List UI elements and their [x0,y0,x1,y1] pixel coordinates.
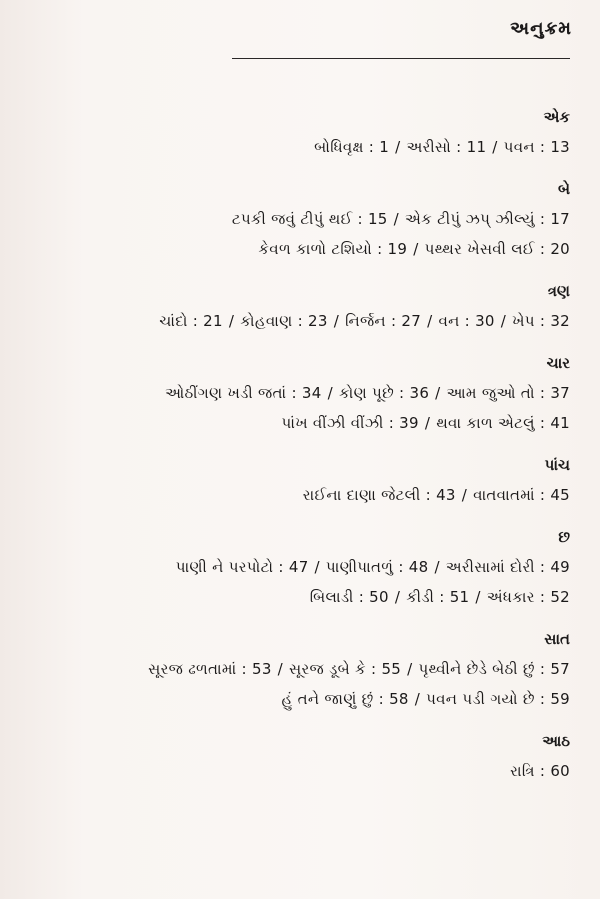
entry-colon: : [363,138,380,156]
entry-colon: : [451,138,467,156]
entry-title: કીડી [406,588,435,606]
toc-line [0,132,570,162]
entry-separator: / [394,588,401,606]
toc-line [0,378,570,408]
toc-entry[interactable] [258,240,407,258]
entry-page-number: 19 [387,240,408,258]
toc-entry[interactable] [406,138,486,156]
toc-section [0,626,570,714]
entry-separator: / [395,138,401,156]
toc-entry[interactable] [303,486,456,504]
entry-title: આમ જુઓ તો [446,384,535,402]
toc-entry[interactable] [282,690,409,708]
entry-page-number: 60 [550,762,570,780]
entry-colon: : [534,762,551,780]
entry-title: પથ્થર ખેસવી લઈ [424,240,535,258]
toc-entry[interactable] [314,138,389,156]
entry-colon: : [534,138,551,156]
entry-colon: : [385,312,402,330]
entry-page-number: 23 [308,312,328,330]
toc-line [0,654,570,684]
entry-separator: / [427,312,433,330]
section-heading: બે [557,180,570,198]
entry-page-number: 32 [550,312,570,330]
toc-entry[interactable] [426,690,570,708]
section-heading: છ [558,528,570,546]
entry-separator: / [228,312,235,330]
toc-entry[interactable] [473,486,570,504]
toc-section [0,176,570,264]
toc-line [0,552,570,582]
entry-separator: / [500,312,507,330]
entry-title: અરીસો [406,138,452,156]
entry-title: કોહવાણ [240,312,293,330]
entry-page-number: 51 [449,588,470,606]
entry-colon: : [534,690,551,708]
toc-entry[interactable] [405,210,570,228]
toc-entry[interactable] [446,558,570,576]
entry-separator: / [492,138,498,156]
section-heading: એક [543,108,570,126]
entry-colon: : [187,312,204,330]
entry-page-number: 55 [381,660,402,678]
entry-title: એક ટીપું ઝપ્ ઝીલ્યું [405,210,535,228]
toc-line [0,408,570,438]
entry-page-number: 48 [408,558,429,576]
toc-section [0,278,570,336]
toc-entry[interactable] [289,660,401,678]
entry-colon: : [372,240,388,258]
section-heading: પાંચ [544,456,570,474]
entry-title: પાણી ને પરપોટો [175,558,274,576]
entry-title: રાઈના દાણા જેટલી [302,486,421,504]
entry-separator: / [434,558,440,576]
toc-line [0,204,570,234]
entry-page-number: 27 [401,312,422,330]
entry-colon: : [534,588,551,606]
entry-title: નિર્જન [345,312,386,330]
entry-page-number: 13 [550,138,570,156]
entry-colon: : [534,558,551,576]
entry-title: હું તને જાણું છું [281,690,374,708]
entry-colon: : [534,660,551,678]
entry-separator: / [461,486,468,504]
toc-entry[interactable] [504,138,570,156]
entry-page-number: 20 [550,240,570,258]
toc-section [0,452,570,510]
entry-title: વન [438,312,460,330]
entry-title: થવા કાળ એટલું [436,414,535,432]
entry-colon: : [459,312,476,330]
entry-separator: / [393,210,399,228]
toc-entry[interactable] [487,588,570,606]
entry-separator: / [314,558,320,576]
toc-section [0,728,570,786]
page-title: અનુક્રમ [510,18,572,39]
entry-title: પૃથ્વીને છેડે બેઠી છું [418,660,535,678]
entry-title: ઓઠીંગણ ખડી જતાં [165,384,287,402]
entry-separator: / [333,312,340,330]
toc-entry[interactable] [176,558,309,576]
toc-entry[interactable] [339,384,429,402]
entry-title: પાંખ વીંઝી વીંઝી [281,414,384,432]
entry-page-number: 11 [466,138,487,156]
entry-separator: / [413,240,419,258]
entry-page-number: 47 [288,558,309,576]
toc-entry[interactable] [447,384,570,402]
section-heading: ચાર [546,354,570,372]
toc-entry[interactable] [438,312,494,330]
entry-page-number: 57 [550,660,570,678]
entry-colon: : [273,558,289,576]
toc-entry[interactable] [406,588,469,606]
toc-sections [0,104,570,800]
entry-colon: : [236,660,252,678]
entry-separator: / [327,384,333,402]
entry-separator: / [424,414,431,432]
entry-title: પવન [503,138,535,156]
entry-page-number: 45 [550,486,570,504]
entry-title: ટપકી જવું ટીપું થઈ [231,210,353,228]
toc-line [0,582,570,612]
entry-title: અરીસામાં દોરી [445,558,535,576]
entry-title: ખેપ [512,312,535,330]
section-heading: ત્રણ [547,282,570,300]
toc-entry[interactable] [165,384,322,402]
toc-entry[interactable] [345,312,421,330]
entry-separator: / [414,690,421,708]
entry-colon: : [292,312,309,330]
entry-colon: : [365,660,382,678]
toc-entry[interactable] [512,312,570,330]
entry-page-number: 50 [369,588,389,606]
entry-separator: / [407,660,413,678]
entry-colon: : [286,384,302,402]
entry-page-number: 37 [550,384,570,402]
entry-title: બિલાડી [309,588,354,606]
entry-page-number: 34 [301,384,322,402]
section-heading: આઠ [542,732,570,750]
entry-colon: : [534,384,551,402]
entry-page-number: 39 [399,414,419,432]
entry-page-number: 49 [550,558,570,576]
entry-colon: : [534,414,551,432]
section-heading: સાત [544,630,570,648]
entry-page-number: 53 [251,660,272,678]
entry-separator: / [475,588,481,606]
toc-entry[interactable] [148,660,272,678]
entry-title: અંધકાર [486,588,535,606]
entry-colon: : [434,588,450,606]
toc-section [0,524,570,612]
entry-colon: : [534,240,551,258]
toc-entry[interactable] [418,660,570,678]
entry-title: કેવળ કાળો ટશિયો [258,240,373,258]
toc-entry[interactable] [510,762,570,780]
toc-line [0,306,570,336]
entry-separator: / [277,660,284,678]
entry-colon: : [383,414,400,432]
toc-entry[interactable] [240,312,328,330]
entry-page-number: 43 [436,486,456,504]
entry-page-number: 58 [389,690,409,708]
entry-title: પવન પડી ગયો છે [426,690,535,708]
entry-colon: : [393,384,410,402]
toc-line [0,234,570,264]
entry-page-number: 1 [379,138,390,156]
toc-section [0,350,570,438]
entry-page-number: 36 [409,384,430,402]
entry-colon: : [393,558,409,576]
toc-line [0,756,570,786]
entry-colon: : [534,210,551,228]
entry-title: સૂરજ ડૂબે કે [289,660,366,678]
entry-title: ચાંદો [159,312,188,330]
entry-colon: : [534,486,551,504]
entry-title: વાતવાતમાં [473,486,535,504]
entry-colon: : [352,210,368,228]
toc-entry[interactable] [281,414,418,432]
entry-colon: : [373,690,390,708]
toc-entry[interactable] [425,240,570,258]
toc-line [0,480,570,510]
toc-entry[interactable] [326,558,429,576]
entry-title: કોણ પૂછે [338,384,394,402]
toc-section [0,104,570,162]
entry-page-number: 41 [550,414,570,432]
entry-title: પાણીપાતળું [325,558,394,576]
entry-page-number: 21 [203,312,223,330]
entry-title: બોધિવૃક્ષ [314,138,364,156]
toc-entry[interactable] [232,210,388,228]
entry-page-number: 52 [550,588,570,606]
entry-page-number: 15 [367,210,388,228]
toc-line [0,684,570,714]
entry-separator: / [435,384,441,402]
toc-entry[interactable] [310,588,389,606]
title-rule [232,58,570,59]
entry-page-number: 30 [475,312,495,330]
toc-entry[interactable] [159,312,223,330]
entry-colon: : [420,486,437,504]
entry-title: સૂરજ ઢળતામાં [148,660,237,678]
entry-title: રાત્રિ [510,762,535,780]
entry-page-number: 59 [550,690,570,708]
entry-colon: : [534,312,551,330]
entry-colon: : [353,588,370,606]
toc-entry[interactable] [436,414,570,432]
entry-page-number: 17 [550,210,570,228]
